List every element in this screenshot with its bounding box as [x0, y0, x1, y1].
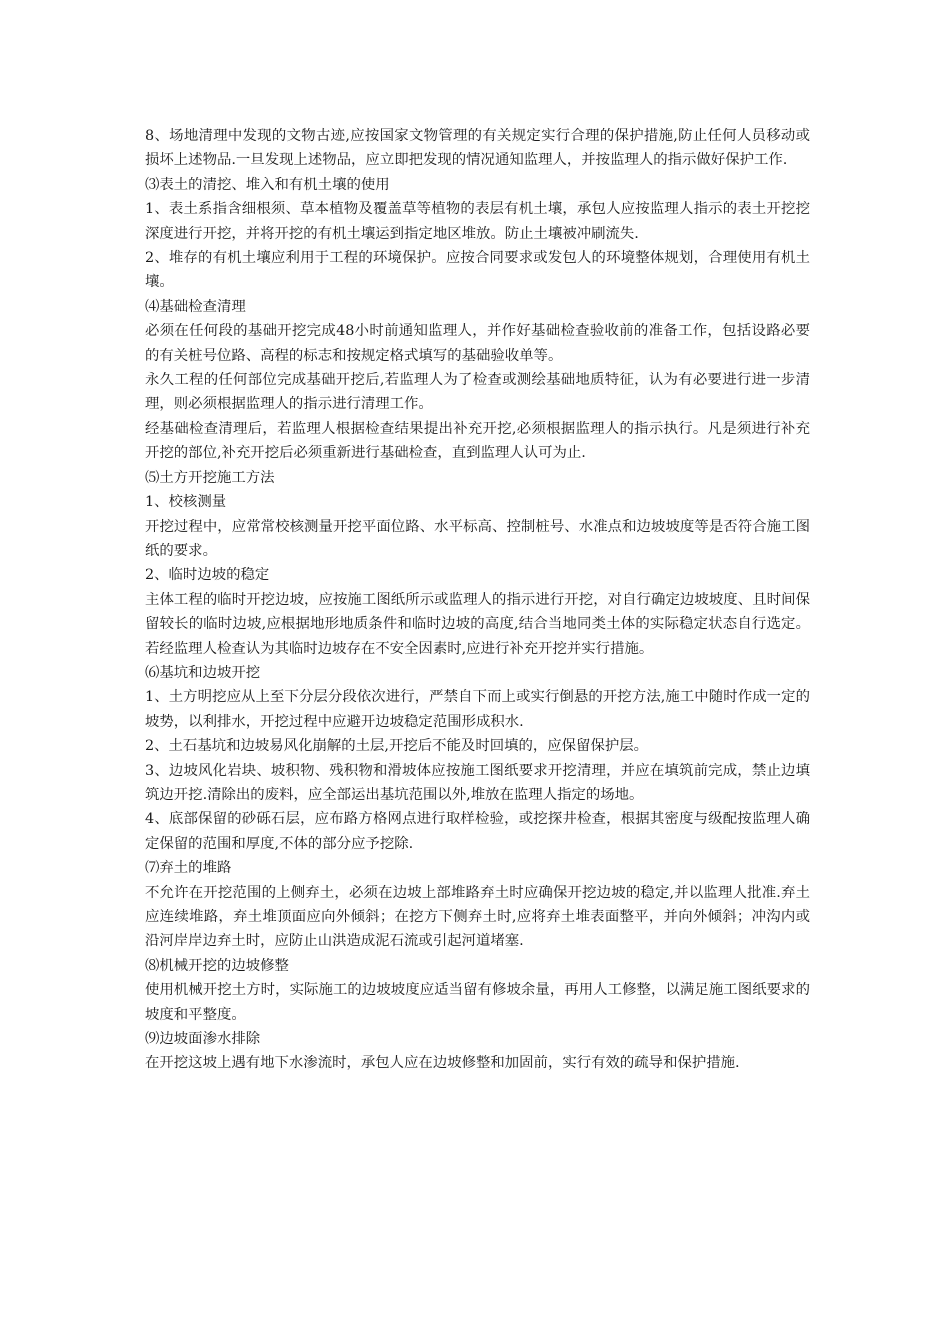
paragraph-pit-slope-1: 1、土方明挖应从上至下分层分段依次进行，严禁自下而上或实行倒悬的开挖方法,施工中随时作成一定的坡势，以利排水，开挖过程中应避开边坡稳定范围形成积水.	[145, 689, 810, 730]
paragraph-pit-slope-4: 4、底部保留的砂砾石层，应布路方格网点进行取样检验，或挖探井检查，根据其密度与级配按监理人确定保留的范围和厚度,不体的部分应予挖除.	[145, 811, 810, 852]
document-body	[145, 124, 810, 1076]
paragraph-foundation-1: 必须在任何段的基础开挖完成48小时前通知监理人，并作好基础检查验收前的准备工作，包括设路必要的有关桩号位路、高程的标志和按规定格式填写的基础验收单等。	[145, 323, 810, 364]
paragraph-seepage: 在开挖这坡上遇有地下水渗流时，承包人应在边坡修整和加固前，实行有效的疏导和保护措施.	[145, 1055, 740, 1072]
paragraph-spoil: 不允许在开挖范围的上侧弃土，必须在边坡上部堆路弃土时应确保开挖边坡的稳定,并以监理人批准.弃土应连续堆路，弃土堆顶面应向外倾斜；在挖方下侧弃土时,应将弃土堆表面整平，并向外倾斜；冲沟内或沿河岸岸边弃土时，应防止山洪造成泥石流或引起河道堵塞.	[145, 884, 810, 950]
paragraph-pit-slope-2: 2、土石基坑和边坡易风化崩解的土层,开挖后不能及时回填的，应保留保护层。	[145, 738, 649, 755]
heading-slope-trimming: ⑻机械开挖的边坡修整	[145, 957, 289, 974]
heading-seepage: ⑼边坡面渗水排除	[145, 1031, 261, 1048]
heading-spoil: ⑺弃土的堆路	[145, 860, 232, 877]
paragraph-temporary-slope: 主体工程的临时开挖边坡，应按施工图纸所示或监理人的指示进行开挖，对自行确定边坡坡度、且时间保留较长的临时边坡,应根据地形地质条件和临时边坡的高度,结合当地同类土体的实际稳定状态自行选定。若经监理人检查认为其临时边坡存在不安全因素时,应进行补充开挖并实行措施。	[145, 591, 810, 657]
subheading-temporary-slope: 2、临时边坡的稳定	[145, 567, 270, 584]
paragraph-topsoil-2: 2、堆存的有机土壤应利用于工程的环境保护。应按合同要求或发包人的环境整体规划，合理使用有机土壤。	[145, 250, 810, 291]
paragraph-foundation-2: 永久工程的任何部位完成基础开挖后,若监理人为了检查或测绘基础地质特征，认为有必要进行进一步清理，则必须根据监理人的指示进行清理工作。	[145, 372, 810, 413]
paragraph-slope-trimming: 使用机械开挖土方时，实际施工的边坡坡度应适当留有修坡余量，再用人工修整，以满足施工图纸要求的坡度和平整度。	[145, 982, 810, 1023]
paragraph-foundation-3: 经基础检查清理后，若监理人根据检查结果提出补充开挖,必须根据监理人的指示执行。凡是须进行补充开挖的部位,补充开挖后必须重新进行基础检查，直到监理人认可为止.	[145, 420, 810, 462]
paragraph-pit-slope-3: 3、边坡风化岩块、坡积物、残积物和滑坡体应按施工图纸要求开挖清理，并应在填筑前完成，禁止边填筑边开挖.清除出的废料，应全部运出基坑范围以外,堆放在监理人指定的场地。	[145, 762, 810, 803]
heading-topsoil: ⑶表土的清挖、堆入和有机土壤的使用	[145, 176, 390, 193]
paragraph-survey: 开挖过程中，应常常校核测量开挖平面位路、水平标高、控制桩号、水准点和边坡坡度等是否符合施工图纸的要求。	[145, 518, 810, 559]
subheading-survey: 1、校核测量	[145, 494, 227, 511]
heading-excavation-method: ⑸土方开挖施工方法	[145, 469, 275, 486]
paragraph-cultural-relics: 8、场地清理中发现的文物古迹,应按国家文物管理的有关规定实行合理的保护措施,防止任何人员移动或损坏上述物品.一旦发现上述物品，应立即把发现的情况通知监理人，并按监理人的指示做好保护工作.	[145, 128, 810, 169]
heading-foundation-inspection: ⑷基础检查清理	[145, 298, 246, 315]
paragraph-topsoil-1: 1、表土系指含细根须、草本植物及覆盖草等植物的表层有机土壤，承包人应按监理人指示的表土开挖挖深度进行开挖，并将开挖的有机土壤运到指定地区堆放。防止土壤被冲刷流失.	[145, 201, 810, 242]
heading-pit-slope: ⑹基坑和边坡开挖	[145, 664, 261, 681]
